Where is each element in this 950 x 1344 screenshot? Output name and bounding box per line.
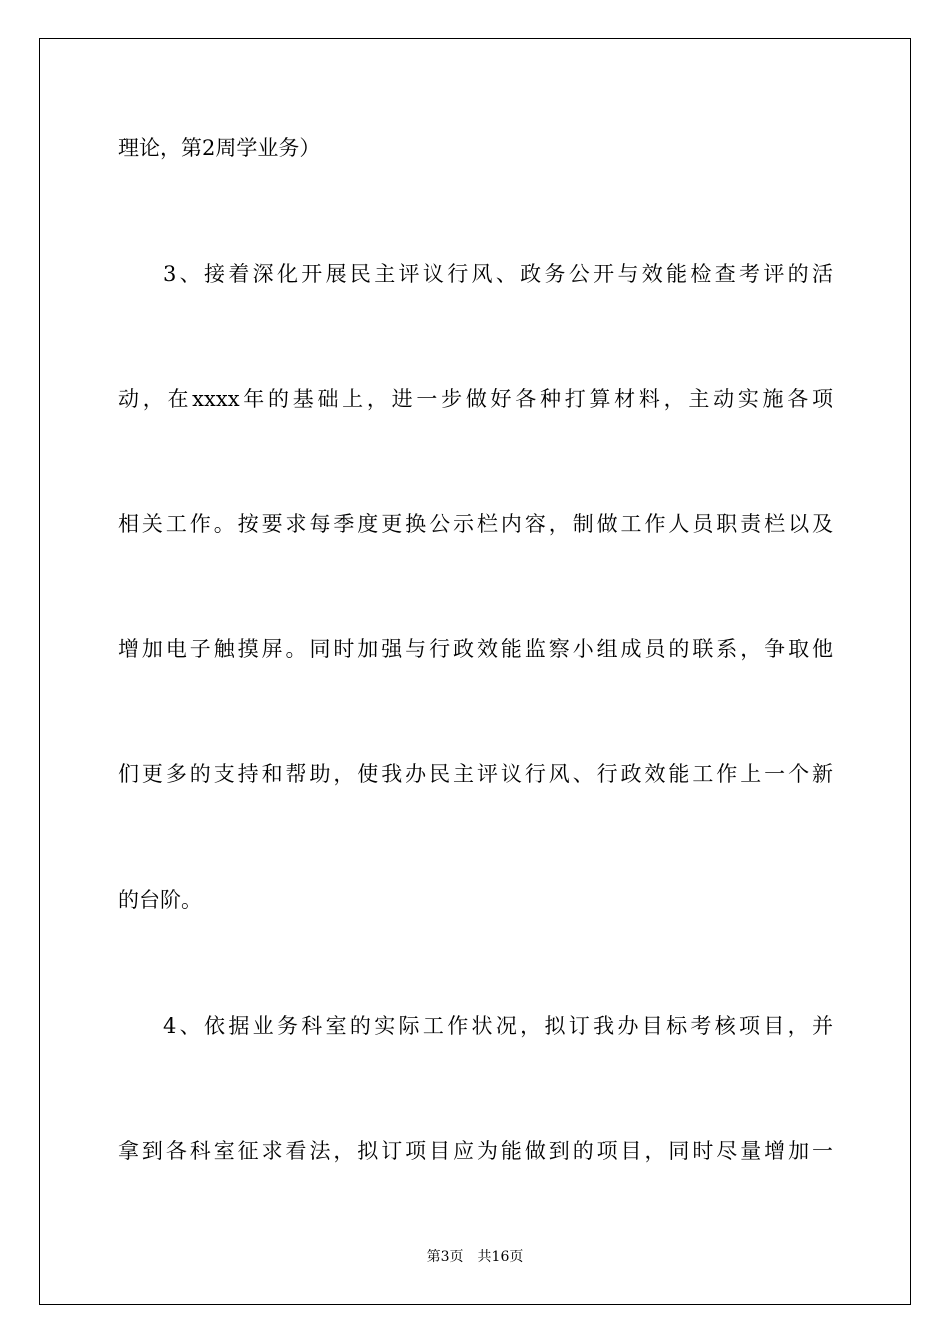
paragraph-3-line-5: 们更多的支持和帮助，使我办民主评议行风、行政效能工作上一个新 [118,762,833,786]
paragraph-3-line-1: 3、接着深化开展民主评议行风、政务公开与效能检查考评的活 [163,262,833,286]
paragraph-3-line-6: 的台阶。 [118,888,202,912]
paragraph-3-line-3: 相关工作。按要求每季度更换公示栏内容，制做工作人员职责栏以及 [118,512,833,536]
page-border [39,38,911,1305]
page-footer [0,1247,950,1267]
page-number: 第3页 [426,1249,464,1265]
paragraph-4-line-2: 拿到各科室征求看法，拟订项目应为能做到的项目，同时尽量增加一 [118,1139,833,1163]
page-total: 共16页 [477,1249,524,1265]
paragraph-3-line-4: 增加电子触摸屏。同时加强与行政效能监察小组成员的联系，争取他 [118,637,833,661]
text-line-1: 理论，第2周学业务） [118,136,321,160]
paragraph-3-line-2: 动，在xxxx年的基础上，进一步做好各种打算材料，主动实施各项 [118,387,833,411]
paragraph-4-line-1: 4、依据业务科室的实际工作状况，拟订我办目标考核项目，并 [163,1014,833,1038]
